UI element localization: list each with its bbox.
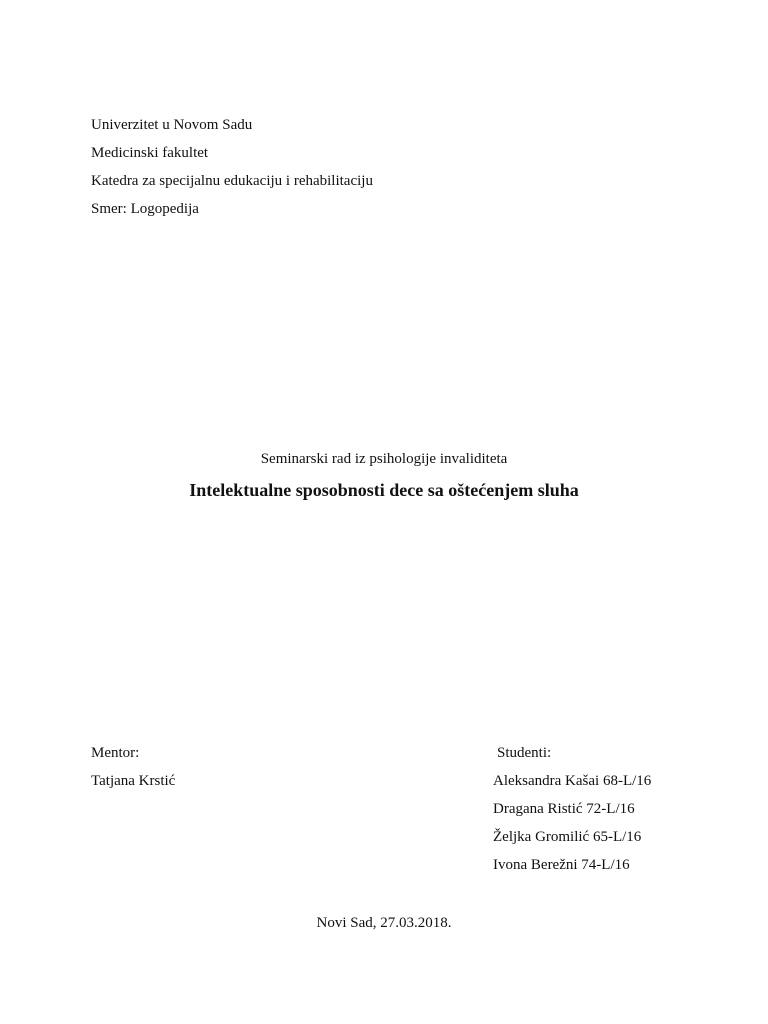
department-name: Katedra za specijalnu edukaciju i rehabilitaciju — [91, 173, 373, 189]
mentor-label: Mentor: — [91, 745, 140, 761]
mentor-name: Tatjana Krstić — [91, 773, 176, 789]
faculty-name: Medicinski fakultet — [91, 145, 209, 161]
student-name: Dragana Ristić 72-L/16 — [493, 801, 635, 817]
document-title: Intelektualne sposobnosti dece sa oštećenjem sluha — [189, 480, 579, 500]
place-date: Novi Sad, 27.03.2018. — [316, 915, 452, 931]
seminar-subtitle: Seminarski rad iz psihologije invaliditeta — [260, 451, 508, 467]
major-name: Smer: Logopedija — [91, 201, 199, 217]
student-name: Željka Gromilić 65-L/16 — [493, 829, 642, 845]
student-name: Aleksandra Kašai 68-L/16 — [493, 773, 652, 789]
student-name: Ivona Berežni 74-L/16 — [493, 857, 630, 873]
university-name: Univerzitet u Novom Sadu — [91, 117, 253, 133]
students-label: Studenti: — [497, 745, 552, 761]
